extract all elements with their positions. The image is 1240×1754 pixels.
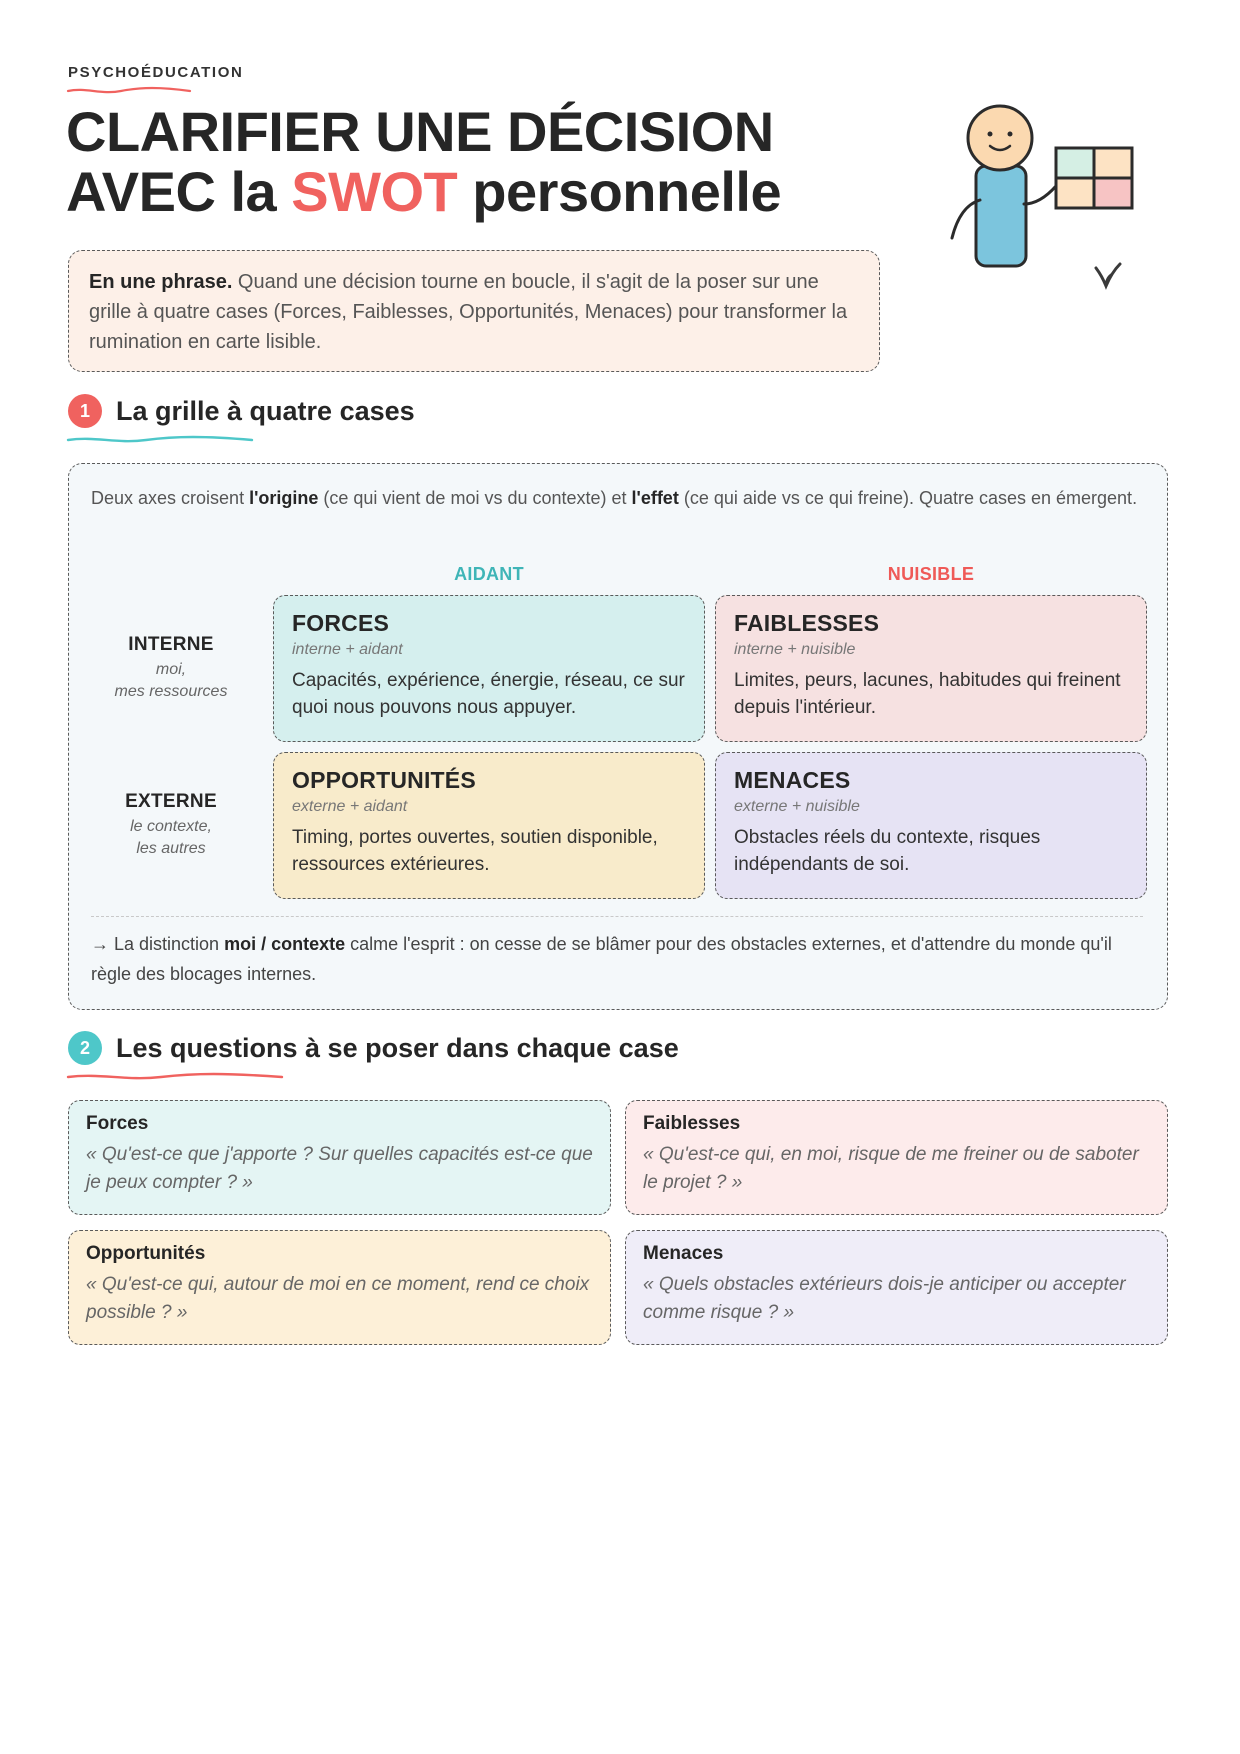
cell-menaces-desc: Obstacles réels du contexte, risques indépendants de soi.	[734, 827, 1041, 875]
intro-text-1: Deux axes croisent	[91, 488, 250, 508]
note-text-1: → La distinction	[91, 934, 225, 954]
cell-forces-tag: interne + aidant	[292, 641, 403, 658]
row-interne-sub2: mes ressources	[114, 683, 228, 700]
section-2-header	[68, 1031, 679, 1065]
question-forces-text: « Qu'est-ce que j'apporte ? Sur quelles capacités est-ce que je peux compter ? »	[86, 1144, 593, 1193]
question-card-faiblesses	[625, 1100, 1168, 1215]
title-post: personnelle	[457, 160, 782, 223]
note-bold: moi / contexte	[224, 934, 346, 954]
question-menaces-text: « Quels obstacles extérieurs dois-je anticiper ou accepter comme risque ? »	[643, 1274, 1126, 1323]
swot-grid-panel	[68, 463, 1168, 1010]
row-externe-title: EXTERNE	[125, 791, 217, 812]
column-header-nuisible: NUISIBLE	[887, 564, 975, 584]
cell-menaces	[715, 752, 1147, 899]
eyebrow-underline	[66, 86, 192, 96]
section-1-underline	[66, 434, 256, 446]
cell-faiblesses	[715, 595, 1147, 742]
row-interne-title: INTERNE	[128, 634, 214, 655]
row-label-externe	[91, 791, 251, 860]
section-1-header	[68, 394, 415, 428]
row-externe-sub1: le contexte,	[130, 818, 212, 835]
page-title	[66, 102, 866, 222]
intro-text-3: (ce qui aide vs ce qui freine). Quatre cases en émergent.	[678, 488, 1138, 508]
title-accent: SWOT	[291, 160, 458, 223]
cell-faiblesses-desc: Limites, peurs, lacunes, habitudes qui freinent depuis l'intérieur.	[734, 670, 1121, 718]
question-faiblesses-title: Faiblesses	[643, 1113, 741, 1134]
section-2-badge: 2	[68, 1031, 102, 1065]
note-text-2: calme l'esprit : on cesse de se blâmer pour des obstacles externes, et d'attendre du monde qu'il règle des blocages internes.	[91, 934, 1112, 984]
question-opportunites-title: Opportunités	[86, 1243, 206, 1264]
sprout-icon	[1090, 258, 1126, 292]
column-header-aidant: AIDANT	[454, 564, 524, 584]
row-externe-sub2: les autres	[136, 840, 206, 857]
cell-faiblesses-tag: interne + nuisible	[734, 641, 856, 658]
intro-bold-effect: l'effet	[631, 488, 679, 508]
person-presenting-grid-icon	[940, 100, 1160, 290]
summary-text: Quand une décision tourne en boucle, il s'agit de la poser sur une grille à quatre cases (Forces, Faiblesses, Opportunités, Menaces) pour transformer la rumination en carte lisible.	[89, 271, 848, 353]
question-card-menaces	[625, 1230, 1168, 1345]
question-forces-title: Forces	[86, 1113, 149, 1134]
cell-opportunites-tag: externe + aidant	[292, 798, 408, 815]
question-card-forces	[68, 1100, 611, 1215]
cell-forces-title: FORCES	[292, 610, 390, 636]
section-2-title: Les questions à se poser dans chaque case	[116, 1032, 679, 1063]
row-interne-sub1: moi,	[155, 661, 187, 678]
panel-divider	[91, 916, 1143, 917]
summary-label: En une phrase.	[89, 271, 233, 293]
intro-bold-origin: l'origine	[249, 488, 319, 508]
row-label-interne	[91, 634, 251, 703]
question-card-opportunites	[68, 1230, 611, 1345]
intro-text-2: (ce qui vient de moi vs du contexte) et	[318, 488, 632, 508]
grid-note	[91, 929, 1146, 989]
section-2-underline	[66, 1071, 286, 1083]
title-pre: AVEC la	[66, 160, 292, 223]
cell-menaces-title: MENACES	[734, 767, 851, 793]
grid-intro	[91, 484, 1141, 512]
cell-opportunites-desc: Timing, portes ouvertes, soutien disponible, ressources extérieures.	[292, 827, 658, 875]
section-1-badge: 1	[68, 394, 102, 428]
cell-opportunites	[273, 752, 705, 899]
cell-forces-desc: Capacités, expérience, énergie, réseau, ce sur quoi nous pouvons nous appuyer.	[292, 670, 685, 718]
summary-box	[68, 250, 880, 372]
question-faiblesses-text: « Qu'est-ce qui, en moi, risque de me freiner ou de saboter le projet ? »	[643, 1144, 1139, 1193]
title-line-2	[66, 162, 866, 222]
cell-menaces-tag: externe + nuisible	[734, 798, 860, 815]
cell-opportunites-title: OPPORTUNITÉS	[292, 767, 476, 793]
title-line-1: CLARIFIER UNE DÉCISION	[66, 100, 774, 163]
cell-faiblesses-title: FAIBLESSES	[734, 610, 880, 636]
section-1-title: La grille à quatre cases	[116, 395, 415, 426]
cell-forces	[273, 595, 705, 742]
eyebrow: PSYCHOÉDUCATION	[68, 64, 244, 81]
question-opportunites-text: « Qu'est-ce qui, autour de moi en ce moment, rend ce choix possible ? »	[86, 1274, 590, 1323]
question-menaces-title: Menaces	[643, 1243, 724, 1264]
